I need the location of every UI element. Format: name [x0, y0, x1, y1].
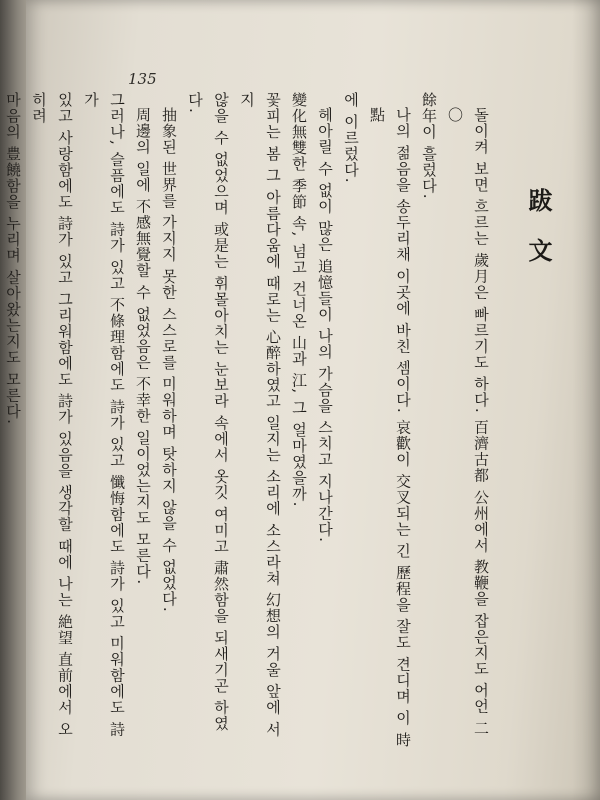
text-line: 헤아릴 수 없이 많은 追憶들이 나의 가슴을 스치고 지나간다. [316, 107, 334, 543]
text-line: 에 이르렀다. [342, 92, 360, 184]
text-line: 꽃피는 봄 그 아름다움에 때로는 心醉하였고 일지는 소리에 소스라쳐 幻想의 거울 앞에 서지 [238, 92, 282, 738]
text-line: 마음의 豊饒함을 누리며 살아왔는지도 모른다. [4, 92, 22, 425]
book-page [4, 0, 600, 800]
text-line: 餘年이 흘렀다. [420, 92, 438, 200]
text-line: 돌이켜 보면 흐르는 歲月은 빠르기도 하다. 百濟古都 公州에서 教鞭을 잡은지도 어언 二〇 [446, 107, 490, 737]
text-line: 變化無雙한 季節 속, 넘고 건너온 山과 江, 그 얼마였을까. [290, 92, 308, 508]
text-line: 않을 수 없었으며 或是는 휘몰아치는 눈보라 속에서 옷깃 여미고 肅然함을 되새기곤 하였다. [186, 92, 230, 732]
text-line: 抽象된 世界를 가지지 못한 스스로를 미워하며 탓하지 않을 수 없었다. [160, 107, 178, 613]
text-line: 周邊의 일에 不感無覺할 수 없었음은 不幸한 일이었는지도 모른다. [134, 107, 152, 586]
text-line: 있고 사랑함에도 詩가 있고 그리워함에도 詩가 있음을 생각할 때에 나는 絶望 直前에서 오히려 [30, 92, 74, 738]
page-edge-shadow [572, 0, 600, 800]
text-line: 그러나, 슬픔에도 詩가 있고 不條理함에도 詩가 있고 懺悔함에도 詩가 있고 미워함에도 詩가 [82, 92, 126, 738]
text-line: 나의 젊음을 송두리채 이곳에 바친 셈이다. 哀歡이 交叉되는 긴 歷程을 잘도 견디며 이 時點 [368, 107, 412, 748]
page-title: 跋文 [524, 188, 553, 288]
page-number: 135 [128, 70, 157, 88]
body-text [4, 92, 494, 752]
